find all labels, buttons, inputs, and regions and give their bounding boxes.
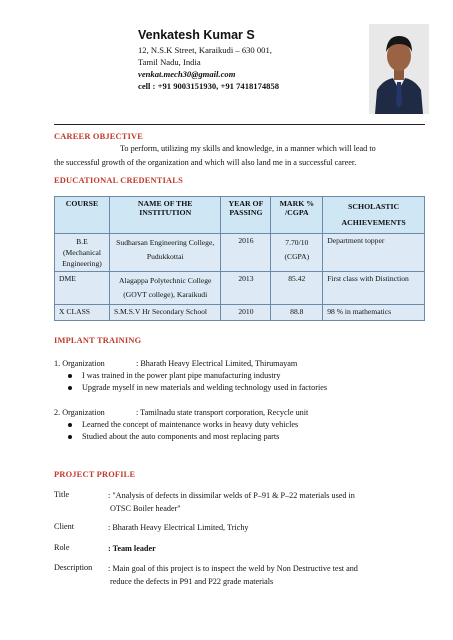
table-header-row — [55, 197, 425, 234]
cell-achievement: 98 % in mathematics — [323, 305, 425, 321]
role-value: : Team leader — [108, 544, 156, 553]
header-divider — [54, 124, 425, 125]
project-title-value-line-2: OTSC Boiler header" — [110, 504, 181, 513]
cell-course: B.E (Mechanical Engineering) — [55, 234, 110, 272]
list-item: Learned the concept of maintenance works in heavy duty vehicles — [68, 419, 298, 431]
cell-achievement: First class with Distinction — [323, 272, 425, 305]
cell-year: 2010 — [221, 305, 271, 321]
cell-year: 2013 — [221, 272, 271, 305]
cell-mark: 7.70/10 (CGPA) — [271, 234, 323, 272]
header-mark: MARK % /CGPA — [271, 197, 323, 234]
role-label: Role — [54, 543, 70, 552]
list-item: Upgrade myself in new materials and welding technology used in factories — [68, 382, 327, 394]
description-value-line-1: : Main goal of this project is to inspect the weld by Non Destructive test and — [108, 564, 358, 573]
address-line-1: 12, N.S.K Street, Karaikudi – 630 001, — [138, 45, 272, 55]
portrait-image — [369, 24, 429, 114]
project-title-value-line-1: : "Analysis of defects in dissimilar welds of P–91 & P–22 materials used in — [108, 491, 355, 500]
cell-mark: 85.42 — [271, 272, 323, 305]
cell-institution: Sudharsan Engineering College, Pudukkottai — [109, 234, 221, 272]
header-institution: NAME OF THE INSTITUTION — [109, 197, 221, 234]
organization-1-label: 1. Organization — [54, 359, 105, 368]
cell-mark: 88.8 — [271, 305, 323, 321]
cell-course: X CLASS — [55, 305, 110, 321]
email-link[interactable]: venkat.mech30@gmail.com — [138, 69, 236, 79]
list-item: Studied about the auto components and most replacing parts — [68, 431, 279, 443]
cell-course: DME — [55, 272, 110, 305]
header-course: COURSE — [55, 197, 110, 234]
header-achievements: SCHOLASTIC ACHIEVEMENTS — [323, 197, 425, 234]
cell-institution: Alagappa Polytechnic College (GOVT college), Karaikudi — [109, 272, 221, 305]
table-row — [55, 272, 425, 305]
project-title-label: Title — [54, 490, 70, 499]
bullet-icon — [68, 435, 72, 439]
profile-photo — [369, 24, 429, 114]
organization-1-value: : Bharath Heavy Electrical Limited, Thirumayam — [136, 359, 298, 368]
table-row — [55, 234, 425, 272]
career-objective-line-1: To perform, utilizing my skills and knowledge, in a manner which will lead to — [120, 144, 376, 153]
bullet-icon — [68, 423, 72, 427]
cell-institution: S.M.S.V Hr Secondary School — [109, 305, 221, 321]
career-objective-line-2: the successful growth of the organization and which will also land me in a successful career. — [54, 158, 357, 167]
client-label: Client — [54, 522, 75, 531]
bullet-icon — [68, 386, 72, 390]
education-heading: EDUCATIONAL CREDENTIALS — [54, 176, 183, 185]
bullet-icon — [68, 374, 72, 378]
project-profile-heading: PROJECT PROFILE — [54, 470, 136, 479]
description-label: Description — [54, 563, 93, 572]
cell-year: 2016 — [221, 234, 271, 272]
list-item: I was trained in the power plant pipe manufacturing industry — [68, 370, 281, 382]
address-line-2: Tamil Nadu, India — [138, 57, 201, 67]
cell-achievement: Department topper — [323, 234, 425, 272]
implant-training-heading: IMPLANT TRAINING — [54, 336, 142, 345]
organization-2-label: 2. Organization — [54, 408, 105, 417]
candidate-name: Venkatesh Kumar S — [138, 28, 255, 42]
phone-numbers: cell : +91 9003151930, +91 7418174858 — [138, 81, 280, 91]
education-table — [54, 196, 425, 321]
description-value-line-2: reduce the defects in P91 and P22 grade materials — [110, 577, 274, 586]
client-value: : Bharath Heavy Electrical Limited, Trichy — [108, 523, 249, 532]
table-row — [55, 305, 425, 321]
header-year: YEAR OF PASSING — [221, 197, 271, 234]
organization-2-value: : Tamilnadu state transport corporation, Recycle unit — [136, 408, 309, 417]
career-objective-heading: CAREER OBJECTIVE — [54, 132, 144, 141]
